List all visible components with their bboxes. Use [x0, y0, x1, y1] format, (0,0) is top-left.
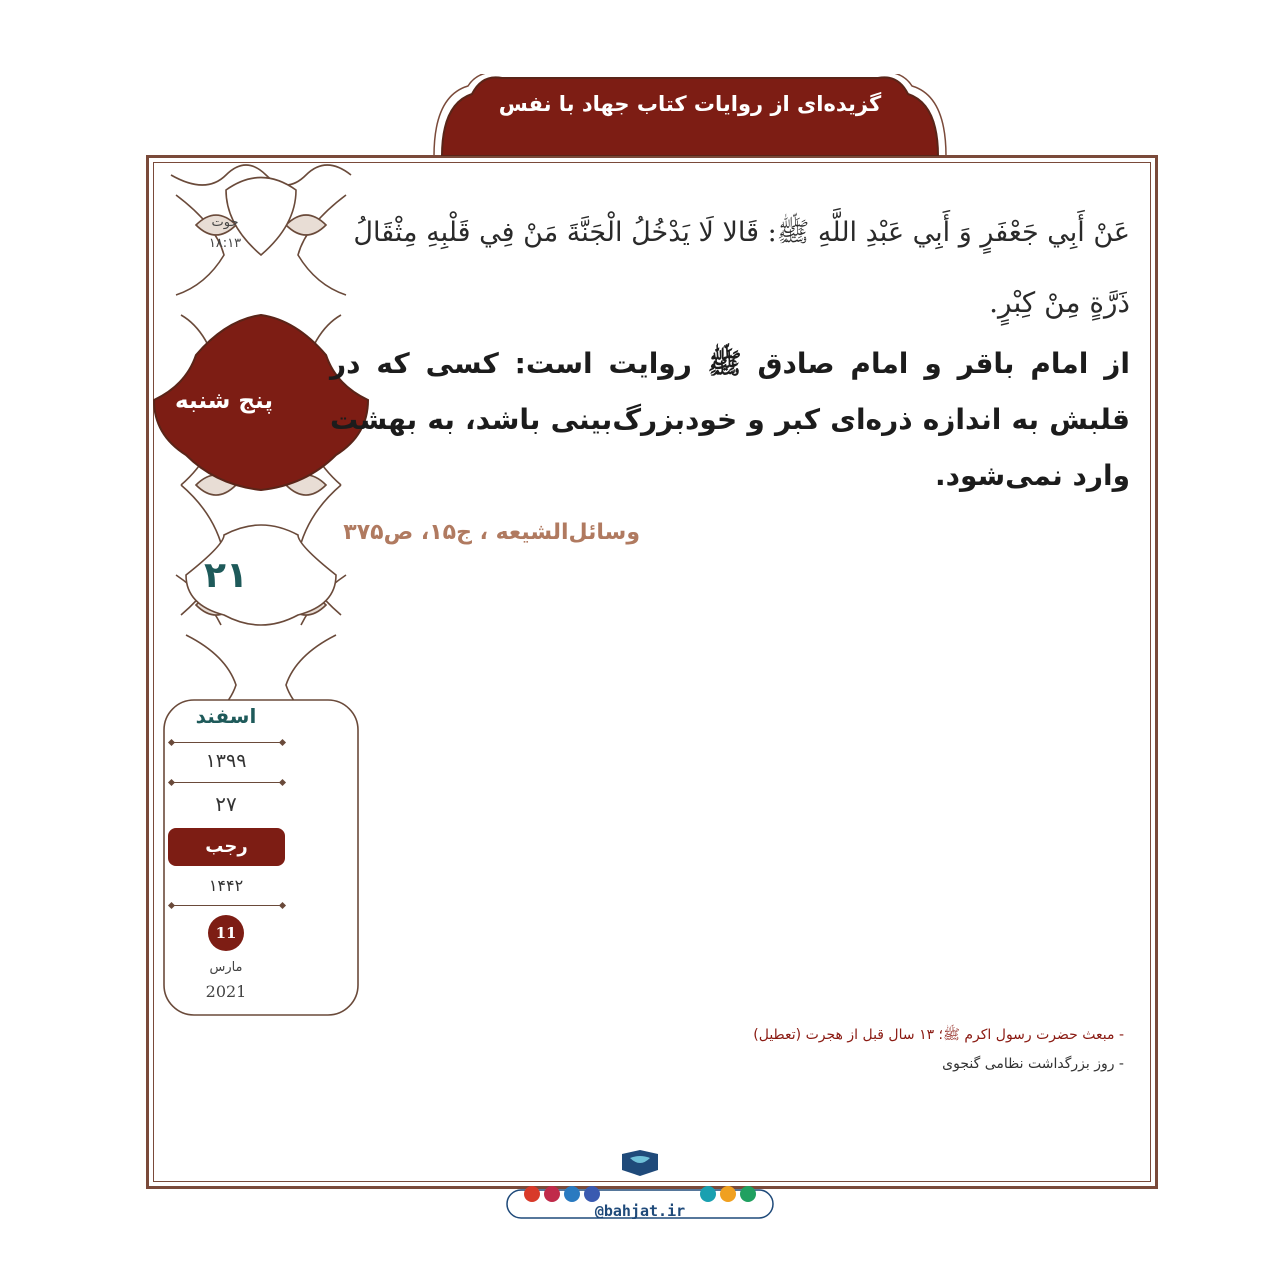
- divider: [172, 905, 282, 906]
- banner-title: گزیده‌ای از روایات کتاب جهاد با نفس: [498, 92, 882, 116]
- solar-month-name: اسفند: [195, 704, 257, 728]
- hadith-arabic-line1: عَنْ أَبِي جَعْفَرٍ وَ أَبِي عَبْدِ اللَّهِ ﷺ: قَالا لَا يَدْخُلُ الْجَنَّةَ مَنْ فِي قَلْبِهِ مِثْقَالُ: [353, 217, 1130, 248]
- gregorian-year: 2021: [205, 982, 247, 1001]
- app-icon[interactable]: [584, 1186, 600, 1202]
- app-icon[interactable]: [740, 1186, 756, 1202]
- app-icon[interactable]: [564, 1186, 580, 1202]
- weekday-label: پنج شنبه: [175, 388, 273, 414]
- gregorian-month: مارس: [209, 960, 243, 975]
- app-icon[interactable]: [720, 1186, 736, 1202]
- app-icon[interactable]: [524, 1186, 540, 1202]
- divider: [172, 782, 282, 783]
- occasion-item: - روز بزرگداشت نظامی گنجوی: [942, 1056, 1124, 1072]
- hijri-month-badge: رجب: [168, 828, 285, 866]
- divider: [172, 742, 282, 743]
- day-number: ۲۱: [204, 555, 248, 596]
- solar-year: ۱۳۹۹: [205, 750, 247, 772]
- hijri-day: ۲۷: [215, 792, 237, 816]
- hadith-source: وسائل‌الشیعه ، ج۱۵، ص۳۷۵: [343, 520, 640, 545]
- app-icon[interactable]: [544, 1186, 560, 1202]
- time-label: ۱۸:۱۳: [208, 236, 242, 251]
- logo-icon: [618, 1148, 662, 1178]
- hadith-arabic-line2: ذَرَّةٍ مِنْ كِبْرٍ.: [989, 286, 1130, 319]
- site-handle[interactable]: @bahjat.ir: [594, 1202, 686, 1220]
- hijri-year: ۱۴۴۲: [208, 876, 244, 895]
- solar-month-label: حوت: [211, 215, 239, 230]
- gregorian-day-badge: 11: [208, 915, 244, 951]
- hadith-persian-translation: از امام باقر و امام صادق ﷺ روایت است: کسی که در قلبش به اندازه ذره‌ای کبر و خودبزرگ‌بینی باشد، به بهشت وارد نمی‌شود.: [330, 347, 1130, 492]
- app-icon[interactable]: [700, 1186, 716, 1202]
- occasion-holiday: - مبعث حضرت رسول اکرم ﷺ؛ ۱۳ سال قبل از هجرت (تعطیل): [753, 1027, 1124, 1043]
